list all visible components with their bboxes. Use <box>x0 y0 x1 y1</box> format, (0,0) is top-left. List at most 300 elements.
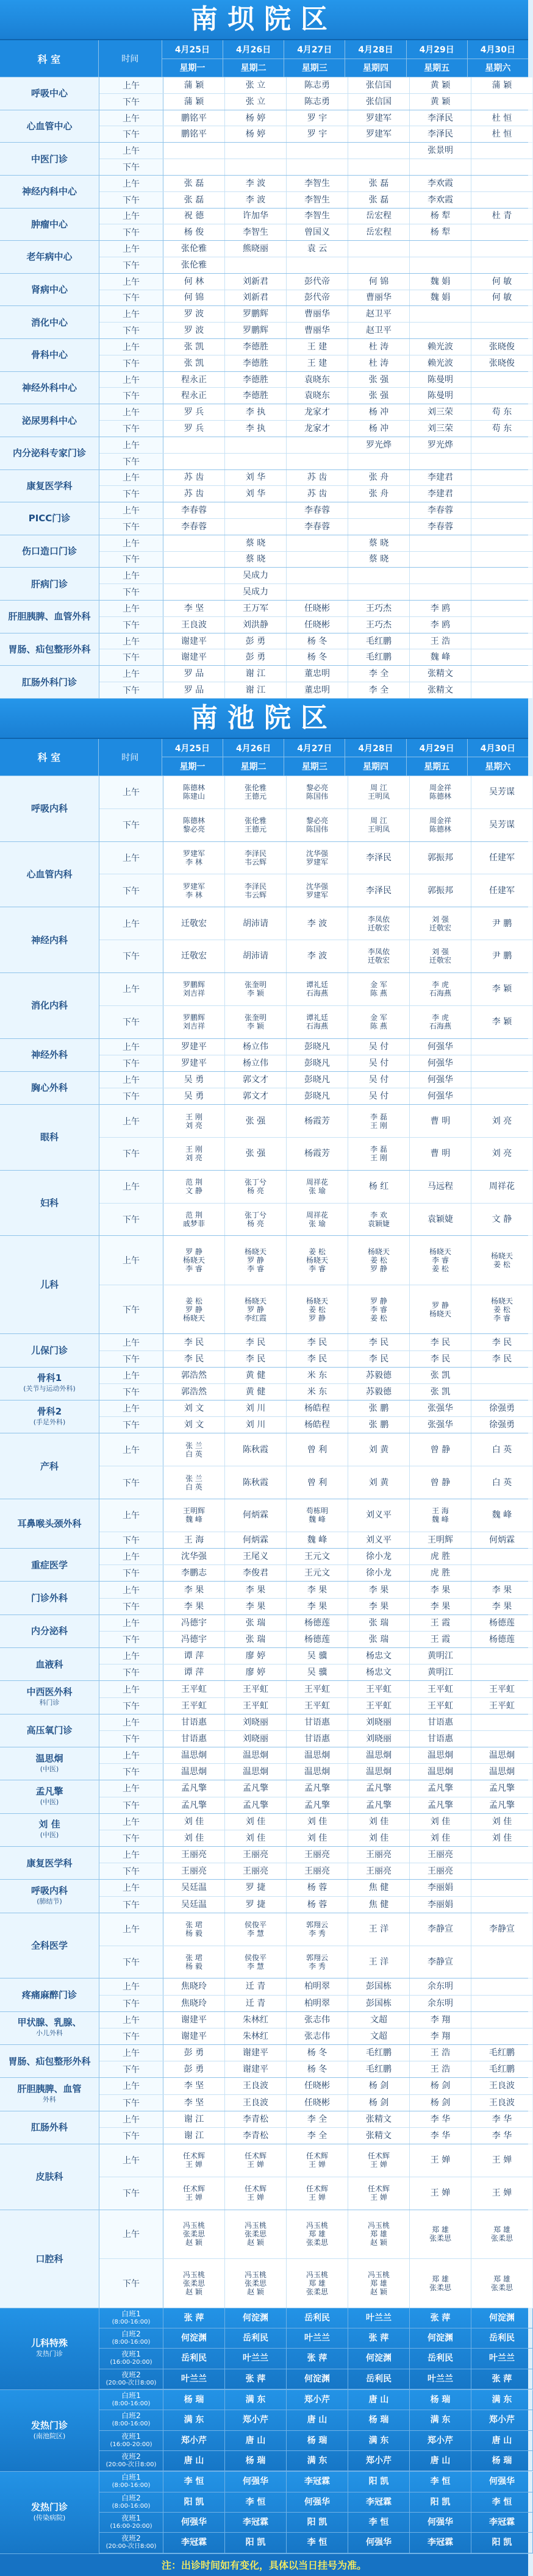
doctor-cell <box>163 809 225 841</box>
doctor-name: 张 萍 <box>245 2374 266 2384</box>
doctor-cell <box>471 1978 532 1994</box>
doctor-cell <box>348 1582 410 1597</box>
doctor-cell <box>163 1088 225 1104</box>
doctor-cell <box>471 519 532 535</box>
doctor-name: 王丽亮 <box>304 1850 330 1860</box>
dept-name-text: PICC门诊 <box>28 513 71 524</box>
session-name: 上午 <box>123 538 140 549</box>
session-label <box>99 617 163 633</box>
doctor-name: 罗鹏辉 <box>182 1013 205 1022</box>
doctor-name: 张 瑞 <box>368 1635 389 1645</box>
doctor-cell <box>225 1466 287 1499</box>
doctor-name: 张 强 <box>368 374 389 385</box>
doctor-cell <box>163 2177 225 2210</box>
doctor-name: 何强华 <box>427 1041 453 1052</box>
doctor-cell <box>471 1105 532 1137</box>
doctor-name: 郑小芹 <box>243 2415 268 2425</box>
doctor-name: 杨晓天 <box>367 1247 390 1257</box>
dept-group <box>0 1549 528 1582</box>
doctor-name: 龙家才 <box>304 423 330 433</box>
doctor-cell <box>225 77 287 93</box>
session-row <box>99 1897 532 1913</box>
doctor-name: 李静宣 <box>427 1924 453 1935</box>
doctor-name: 甘语惠 <box>427 1717 453 1727</box>
doctor-cell <box>163 1582 225 1597</box>
doctor-cell <box>287 1138 348 1170</box>
doctor-name: 李 民 <box>492 1337 512 1347</box>
session-label <box>99 1814 163 1830</box>
dept-name <box>0 1072 99 1104</box>
doctor-name: 姜 松 <box>370 1313 387 1322</box>
session-row <box>99 2533 533 2553</box>
doctor-name: 刘 亮 <box>492 1116 512 1126</box>
doctor-name: 何 锦 <box>184 293 204 303</box>
doctor-name: 张志伟 <box>304 2014 330 2025</box>
doctor-name: 周祥花 <box>489 1182 515 1192</box>
session-row <box>99 1664 532 1680</box>
doctor-name: 刘 黄 <box>368 1477 389 1488</box>
doctor-cell <box>225 1978 287 1994</box>
doctor-name: 张柔思 <box>244 2230 266 2239</box>
doctor-cell <box>163 110 225 126</box>
doctor-name: 陈曼明 <box>427 374 453 385</box>
session-rows <box>99 241 532 273</box>
doctor-cell <box>225 1433 287 1466</box>
doctor-cell <box>287 1780 348 1796</box>
session-label <box>99 2390 163 2410</box>
north-campus-title: 南坝院区 <box>0 0 528 40</box>
doctor-cell <box>471 666 532 682</box>
doctor-cell <box>225 1368 287 1383</box>
doctor-name: 王明凤 <box>367 825 390 834</box>
doctor-cell <box>410 1648 471 1664</box>
doctor-name: 王 建 <box>307 358 327 368</box>
session-row <box>99 355 532 371</box>
header-date: 4月29日 <box>407 40 467 59</box>
doctor-cell <box>287 126 348 142</box>
doctor-name: 徐强勇 <box>489 1420 515 1430</box>
session-name: 白班1 <box>121 2473 141 2482</box>
doctor-cell <box>225 2349 287 2368</box>
doctor-name: 罗鹏辉 <box>243 309 268 319</box>
doctor-cell <box>348 519 410 535</box>
doctor-name: 李青松 <box>243 2130 268 2141</box>
doctor-cell <box>225 2111 287 2127</box>
doctor-cell <box>348 1863 410 1879</box>
doctor-name: 杨 冲 <box>368 407 389 418</box>
doctor-cell <box>348 2078 410 2094</box>
doctor-cell <box>410 1532 471 1548</box>
doctor-name: 李冠霖 <box>243 2517 268 2528</box>
header-dept-label: 科 室 <box>0 40 99 77</box>
doctor-name: 岳宏程 <box>366 211 392 221</box>
doctor-name: 李 鸥 <box>430 603 451 613</box>
doctor-name: 张伦雅 <box>244 816 266 826</box>
doctor-cell <box>410 1351 471 1367</box>
doctor-name: 焦晓玲 <box>181 1998 207 2008</box>
doctor-cell <box>471 110 532 126</box>
doctor-name: 李 鸥 <box>430 619 451 630</box>
doctor-name: 徐小龙 <box>366 1568 392 1579</box>
session-label <box>99 2210 163 2259</box>
dept-group <box>0 1433 528 1499</box>
doctor-cell <box>348 502 410 518</box>
session-label <box>99 2045 163 2061</box>
doctor-cell <box>471 1681 532 1697</box>
doctor-name: 张 舟 <box>368 489 389 499</box>
session-name: 上午 <box>123 1371 140 1381</box>
doctor-cell <box>287 633 348 649</box>
doctor-cell <box>471 535 532 551</box>
doctor-cell <box>225 192 287 208</box>
session-name: 上午 <box>123 1042 140 1052</box>
doctor-cell <box>287 535 348 551</box>
doctor-name: 罗建军 <box>366 129 392 140</box>
doctor-cell <box>471 1532 532 1548</box>
session-name: 下午 <box>123 2278 140 2289</box>
doctor-name: 苏毅德 <box>366 1370 392 1380</box>
session-name: 下午 <box>123 952 140 962</box>
dept-subtitle: 科门诊 <box>39 1699 60 1707</box>
session-name: 下午 <box>123 1768 140 1778</box>
doctor-cell <box>348 1368 410 1383</box>
doctor-name: 姜 松 <box>493 1260 510 1269</box>
dept-name <box>0 2472 99 2553</box>
dept-name <box>0 176 99 208</box>
doctor-name: 郭文才 <box>243 1074 268 1085</box>
doctor-cell <box>348 2349 410 2368</box>
session-name: 下午 <box>123 1635 140 1646</box>
doctor-name: 周金祥 <box>429 816 451 826</box>
doctor-name: 张奎明 <box>244 980 266 990</box>
doctor-cell <box>225 1236 287 1285</box>
session-rows <box>99 907 532 972</box>
doctor-name: 彭 勇 <box>245 652 266 663</box>
doctor-cell <box>410 2472 471 2491</box>
doctor-name: 杨 瑞 <box>184 2395 204 2405</box>
dept-name <box>0 1549 99 1581</box>
doctor-cell <box>225 2078 287 2094</box>
doctor-name: 黄明江 <box>427 1651 453 1661</box>
doctor-name: 迁敬宏 <box>367 923 390 932</box>
doctor-name: 李春蓉 <box>181 521 207 532</box>
doctor-cell <box>471 940 532 972</box>
doctor-cell <box>471 470 532 486</box>
doctor-name: 郭翔云 <box>306 1921 328 1930</box>
doctor-cell <box>163 1847 225 1863</box>
doctor-cell <box>287 437 348 453</box>
doctor-cell <box>348 224 410 240</box>
doctor-name: 刘晓丽 <box>366 1717 392 1727</box>
dept-group <box>0 1648 528 1681</box>
dept-group <box>0 1747 528 1780</box>
dept-name <box>0 1039 99 1071</box>
doctor-cell <box>163 633 225 649</box>
session-row <box>99 552 532 568</box>
session-name: 下午 <box>123 1354 140 1365</box>
session-name: 上午 <box>123 1850 140 1861</box>
doctor-name: 刘 佳 <box>430 1833 451 1843</box>
doctor-name: 李春蓉 <box>427 505 453 516</box>
dept-group <box>0 2472 528 2553</box>
session-label <box>99 2369 163 2389</box>
doctor-name: 王平虹 <box>366 1684 392 1694</box>
session-label <box>99 2513 163 2532</box>
doctor-name: 许加华 <box>243 211 268 221</box>
session-name: 上午 <box>123 1751 140 1761</box>
session-label <box>99 502 163 518</box>
doctor-cell <box>410 486 471 502</box>
session-rows <box>99 2012 532 2044</box>
doctor-cell <box>348 617 410 633</box>
doctor-cell <box>163 224 225 240</box>
doctor-cell <box>410 2410 471 2430</box>
doctor-name: 赵 颖 <box>247 2287 264 2296</box>
doctor-name: 王平虹 <box>489 1684 515 1694</box>
doctor-cell <box>225 1400 287 1416</box>
doctor-name: 吴 付 <box>368 1058 389 1068</box>
doctor-cell <box>348 2259 410 2308</box>
dept-name <box>0 437 99 469</box>
doctor-cell <box>410 1334 471 1350</box>
doctor-name: 张信国 <box>366 80 392 90</box>
session-label <box>99 1978 163 1994</box>
doctor-cell <box>348 2328 410 2348</box>
doctor-cell <box>225 842 287 874</box>
doctor-cell <box>287 1088 348 1104</box>
doctor-name: 阳 凯 <box>307 2517 327 2528</box>
doctor-cell <box>225 257 287 273</box>
dept-name-text: 神经内科 <box>30 934 68 946</box>
doctor-name: 李 波 <box>307 918 327 929</box>
session-label <box>99 2259 163 2308</box>
session-name: 白班2 <box>121 2493 141 2502</box>
doctor-cell <box>410 241 471 257</box>
doctor-name: 文超 <box>370 2014 387 2025</box>
doctor-cell <box>287 404 348 420</box>
south-campus-title: 南池院区 <box>0 699 528 739</box>
doctor-name: 冯玉桃 <box>306 2270 328 2279</box>
doctor-cell <box>410 2210 471 2259</box>
doctor-name: 赖光波 <box>427 358 453 368</box>
dept-name-text: 儿科特殊 <box>30 2338 68 2349</box>
session-label <box>99 666 163 682</box>
session-name: 白班2 <box>121 2330 141 2339</box>
doctor-name: 柏明翠 <box>304 1982 330 1992</box>
doctor-cell <box>410 1236 471 1285</box>
session-name: 上午 <box>123 1618 140 1629</box>
session-row <box>99 519 532 535</box>
doctor-name: 杨忠文 <box>366 1668 392 1678</box>
doctor-cell <box>410 2028 471 2044</box>
doctor-cell <box>348 1417 410 1433</box>
doctor-name: 张精文 <box>366 2130 392 2141</box>
doctor-cell <box>287 1996 348 2011</box>
session-name: 夜班1 <box>121 2350 141 2359</box>
doctor-cell <box>410 290 471 306</box>
doctor-cell <box>287 290 348 306</box>
doctor-name: 苏 齿 <box>184 489 204 499</box>
doctor-cell <box>471 1088 532 1104</box>
header-day-column <box>223 40 284 77</box>
doctor-cell <box>348 776 410 808</box>
doctor-name: 王 海 <box>432 1507 449 1516</box>
doctor-cell <box>348 437 410 453</box>
doctor-cell <box>163 1780 225 1796</box>
doctor-name: 李 执 <box>245 423 266 433</box>
session-row <box>99 2328 533 2349</box>
doctor-name: 张伦雅 <box>181 244 207 254</box>
session-name: 上午 <box>123 2230 140 2240</box>
doctor-cell <box>287 1897 348 1913</box>
session-label <box>99 649 163 665</box>
dept-group <box>0 404 528 437</box>
dept-group <box>0 1105 528 1171</box>
doctor-name: 杨皓程 <box>304 1404 330 1414</box>
doctor-cell <box>163 1615 225 1631</box>
session-label <box>99 1698 163 1714</box>
doctor-name: 张精文 <box>427 685 453 695</box>
doctor-name: 李建君 <box>427 489 453 499</box>
doctor-cell <box>287 486 348 502</box>
dept-name-text: 骨科1 <box>37 1372 62 1384</box>
doctor-cell <box>471 323 532 338</box>
doctor-name: 李 民 <box>368 1354 389 1364</box>
session-rows <box>99 568 532 600</box>
session-label <box>99 209 163 224</box>
session-row <box>99 1714 532 1731</box>
doctor-name: 何强华 <box>427 1058 453 1068</box>
doctor-name: 郭文才 <box>243 1091 268 1102</box>
header-date: 4月29日 <box>407 739 467 758</box>
doctor-name: 杜 青 <box>492 211 512 221</box>
doctor-name: 杨 毅 <box>185 1929 202 1938</box>
doctor-name: 张 凯 <box>184 358 204 368</box>
doctor-name: 谢建平 <box>243 2064 268 2075</box>
dept-name-text: 肝胆胰脾、血管外科 <box>8 611 91 623</box>
doctor-name: 杨皓程 <box>304 1420 330 1430</box>
doctor-name: 李 华 <box>430 2130 451 2141</box>
session-row <box>99 1466 532 1499</box>
doctor-cell <box>410 1368 471 1383</box>
doctor-cell <box>348 2308 410 2328</box>
doctor-cell <box>410 2012 471 2028</box>
session-label <box>99 1946 163 1978</box>
doctor-cell <box>225 1632 287 1647</box>
session-label <box>99 1285 163 1334</box>
doctor-name: 姜 松 <box>309 1247 326 1257</box>
dept-name-text: 妇科 <box>40 1197 59 1209</box>
doctor-name: 罗 宇 <box>307 129 327 140</box>
doctor-cell <box>163 388 225 404</box>
doctor-name: 苏 齿 <box>184 473 204 483</box>
doctor-cell <box>225 1615 287 1631</box>
doctor-cell <box>163 2328 225 2348</box>
doctor-cell <box>225 1731 287 1747</box>
doctor-name: 彭晓凡 <box>304 1041 330 1052</box>
session-row <box>99 1171 532 1204</box>
session-name: 下午 <box>123 685 140 696</box>
doctor-name: 罗 兵 <box>184 423 204 433</box>
session-row <box>99 1285 532 1334</box>
doctor-cell <box>225 666 287 682</box>
doctor-name: 叶兰兰 <box>366 2313 392 2323</box>
dept-name <box>0 143 99 175</box>
doctor-name: 李 林 <box>185 857 202 866</box>
doctor-name: 李 执 <box>245 407 266 418</box>
doctor-name: 袁 云 <box>307 244 327 254</box>
doctor-cell <box>471 1565 532 1581</box>
session-row <box>99 1681 532 1697</box>
doctor-name: 杨立伟 <box>243 1041 268 1052</box>
doctor-cell <box>348 601 410 616</box>
doctor-cell <box>348 2513 410 2532</box>
session-time: (20:00-次日8:00) <box>106 2379 157 2386</box>
session-label <box>99 1863 163 1879</box>
doctor-cell <box>163 2308 225 2328</box>
doctor-cell <box>471 2061 532 2077</box>
doctor-name: 阳 凯 <box>245 2538 266 2548</box>
session-row <box>99 633 532 650</box>
session-row <box>99 224 532 240</box>
doctor-cell <box>471 1499 532 1532</box>
doctor-cell <box>471 1384 532 1400</box>
doctor-cell <box>225 907 287 940</box>
session-name: 下午 <box>123 359 140 369</box>
doctor-name: 罗建军 <box>182 849 205 858</box>
doctor-name: 杨 蓉 <box>307 1883 327 1893</box>
doctor-name: 李 恒 <box>430 2477 451 2487</box>
doctor-cell <box>348 1285 410 1334</box>
doctor-name: 赵 颖 <box>370 2287 387 2296</box>
doctor-name: 陈德林 <box>429 792 451 801</box>
doctor-cell <box>225 1582 287 1597</box>
session-rows <box>99 1582 532 1614</box>
doctor-name: 郭浩然 <box>181 1387 207 1397</box>
doctor-cell <box>225 470 287 486</box>
dept-name <box>0 776 99 841</box>
doctor-cell <box>287 224 348 240</box>
doctor-name: 李 恒 <box>368 2517 389 2528</box>
session-label <box>99 633 163 649</box>
doctor-cell <box>163 1880 225 1896</box>
doctor-cell <box>471 1747 532 1763</box>
doctor-name: 李 睿 <box>185 1265 202 1274</box>
doctor-name: 曾 静 <box>430 1444 451 1455</box>
session-name: 下午 <box>123 2032 140 2042</box>
doctor-cell <box>225 224 287 240</box>
doctor-name: 张 萍 <box>307 2353 327 2364</box>
doctor-name: 李智生 <box>304 178 330 188</box>
doctor-name: 吴 骥 <box>307 1651 327 1661</box>
dept-group <box>0 1913 528 1979</box>
session-label <box>99 372 163 388</box>
session-name: 下午 <box>123 2189 140 2199</box>
doctor-name: 蒲 颖 <box>492 80 512 90</box>
doctor-name: 郭振邦 <box>427 852 453 863</box>
doctor-cell <box>225 809 287 841</box>
doctor-cell <box>471 874 532 907</box>
session-label <box>99 2308 163 2328</box>
doctor-name: 李泽民 <box>244 882 266 891</box>
doctor-cell <box>225 552 287 568</box>
doctor-cell <box>225 2472 287 2491</box>
session-rows <box>99 2045 532 2077</box>
doctor-cell <box>287 2451 348 2471</box>
doctor-cell <box>348 2210 410 2259</box>
doctor-name: 李 果 <box>368 1585 389 1595</box>
session-name: 下午 <box>123 1900 140 1910</box>
